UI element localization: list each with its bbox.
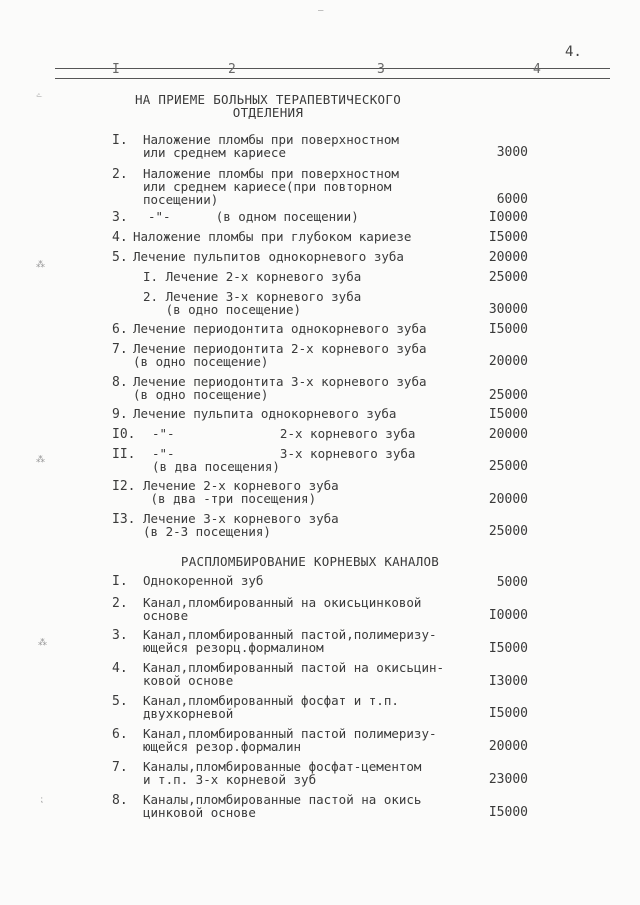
column-number-1: I <box>112 62 120 77</box>
item-description: Лечение периодонтита 2-х корневого зуба (в одно посещение) <box>133 341 427 369</box>
item-price: 20000 <box>488 492 528 507</box>
item-price: I5000 <box>488 407 528 422</box>
margin-mark: ⁏ <box>40 795 44 805</box>
item-price: I5000 <box>488 641 528 656</box>
scan-mark: – <box>318 6 324 16</box>
item-price: 6000 <box>496 192 528 207</box>
item-number: I. <box>112 133 128 148</box>
item-price: 23000 <box>488 772 528 787</box>
item-number: 4. <box>112 661 128 676</box>
item-number: 7. <box>112 342 128 357</box>
item-description: -"- (в одном посещении) <box>148 209 359 224</box>
item-number: I. <box>112 574 128 589</box>
item-description: Наложение пломбы при поверхностном или среднем кариесе <box>143 132 399 160</box>
item-price: 30000 <box>488 302 528 317</box>
item-price: I5000 <box>488 230 528 245</box>
item-price: 25000 <box>488 388 528 403</box>
margin-mark: ⁂ <box>36 455 45 465</box>
item-number: I3. <box>112 512 136 527</box>
item-number: 6. <box>112 322 128 337</box>
section-title-therapeutic: НА ПРИЕМЕ БОЛЬНЫХ ТЕРАПЕВТИЧЕСКОГО ОТДЕЛЕНИЯ <box>134 92 402 120</box>
page-number: 4. <box>565 44 582 60</box>
margin-mark: ⁂ <box>38 638 47 648</box>
item-price: 25000 <box>488 459 528 474</box>
item-price: I5000 <box>488 805 528 820</box>
header-rule-2 <box>55 78 610 79</box>
item-number: 6. <box>112 727 128 742</box>
item-number: 2. <box>112 596 128 611</box>
item-description: I. Лечение 2-х корневого зуба <box>143 269 362 284</box>
item-description: Каналы,пломбированные фосфат-цементом и т.п. 3-х корневой зуб <box>143 759 422 787</box>
item-number: 7. <box>112 760 128 775</box>
item-number: 3. <box>112 210 128 225</box>
item-number: 5. <box>112 694 128 709</box>
item-price: I5000 <box>488 706 528 721</box>
column-number-3: 3 <box>377 62 385 77</box>
item-number: 2. <box>112 167 128 182</box>
item-price: 25000 <box>488 524 528 539</box>
item-description: Канал,пломбированный фосфат и т.п. двухкорневой <box>143 693 399 721</box>
item-description: Лечение пульпита однокорневого зуба <box>133 406 397 421</box>
item-description: Наложение пломбы при глубоком кариезе <box>133 229 412 244</box>
item-description: Наложение пломбы при поверхностном или среднем кариесе(при повторном посещении) <box>143 166 399 207</box>
item-price: 25000 <box>488 270 528 285</box>
item-description: -"- 3-х корневого зуба (в два посещения) <box>152 446 416 474</box>
item-number: 4. <box>112 230 128 245</box>
item-number: 3. <box>112 628 128 643</box>
item-description: Канал,пломбированный пастой полимеризу- ющейся резор.формалин <box>143 726 437 754</box>
item-description: Однокоренной зуб <box>143 573 264 588</box>
item-price: I0000 <box>488 608 528 623</box>
item-number: 5. <box>112 250 128 265</box>
item-price: I0000 <box>488 210 528 225</box>
margin-mark: ﮮ <box>36 88 43 98</box>
item-price: 20000 <box>488 354 528 369</box>
item-description: Лечение пульпитов однокорневого зуба <box>133 249 404 264</box>
item-description: Лечение периодонтита однокорневого зуба <box>133 321 427 336</box>
item-price: I3000 <box>488 674 528 689</box>
item-price: 20000 <box>488 427 528 442</box>
item-number: II. <box>112 447 136 462</box>
item-number: 8. <box>112 375 128 390</box>
item-description: -"- 2-х корневого зуба <box>152 426 416 441</box>
item-number: I0. <box>112 427 136 442</box>
item-number: 9. <box>112 407 128 422</box>
section-title-unfilling: РАСПЛОМБИРОВАНИЕ КОРНЕВЫХ КАНАЛОВ <box>180 554 440 569</box>
item-price: 20000 <box>488 739 528 754</box>
column-number-4: 4 <box>533 62 541 77</box>
item-description: 2. Лечение 3-х корневого зуба (в одно посещение) <box>143 289 362 317</box>
item-price: 3000 <box>496 145 528 160</box>
item-price: I5000 <box>488 322 528 337</box>
item-price: 20000 <box>488 250 528 265</box>
item-description: Лечение 2-х корневого зуба (в два -три посещения) <box>143 478 339 506</box>
item-description: Канал,пломбированный на окисьцинковой основе <box>143 595 422 623</box>
item-description: Канал,пломбированный пастой на окисьцин- ковой основе <box>143 660 445 688</box>
item-description: Лечение 3-х корневого зуба (в 2-3 посещения) <box>143 511 339 539</box>
header-rule <box>55 68 610 69</box>
item-number: I2. <box>112 479 136 494</box>
column-number-2: 2 <box>228 62 236 77</box>
margin-mark: ⁂ <box>36 260 45 270</box>
item-number: 8. <box>112 793 128 808</box>
item-description: Канал,пломбированный пастой,полимеризу- ющейся резорц.формалином <box>143 627 437 655</box>
item-price: 5000 <box>496 575 528 590</box>
item-description: Каналы,пломбированные пастой на окись цинковой основе <box>143 792 422 820</box>
item-description: Лечение периодонтита 3-х корневого зуба (в одно посещение) <box>133 374 427 402</box>
